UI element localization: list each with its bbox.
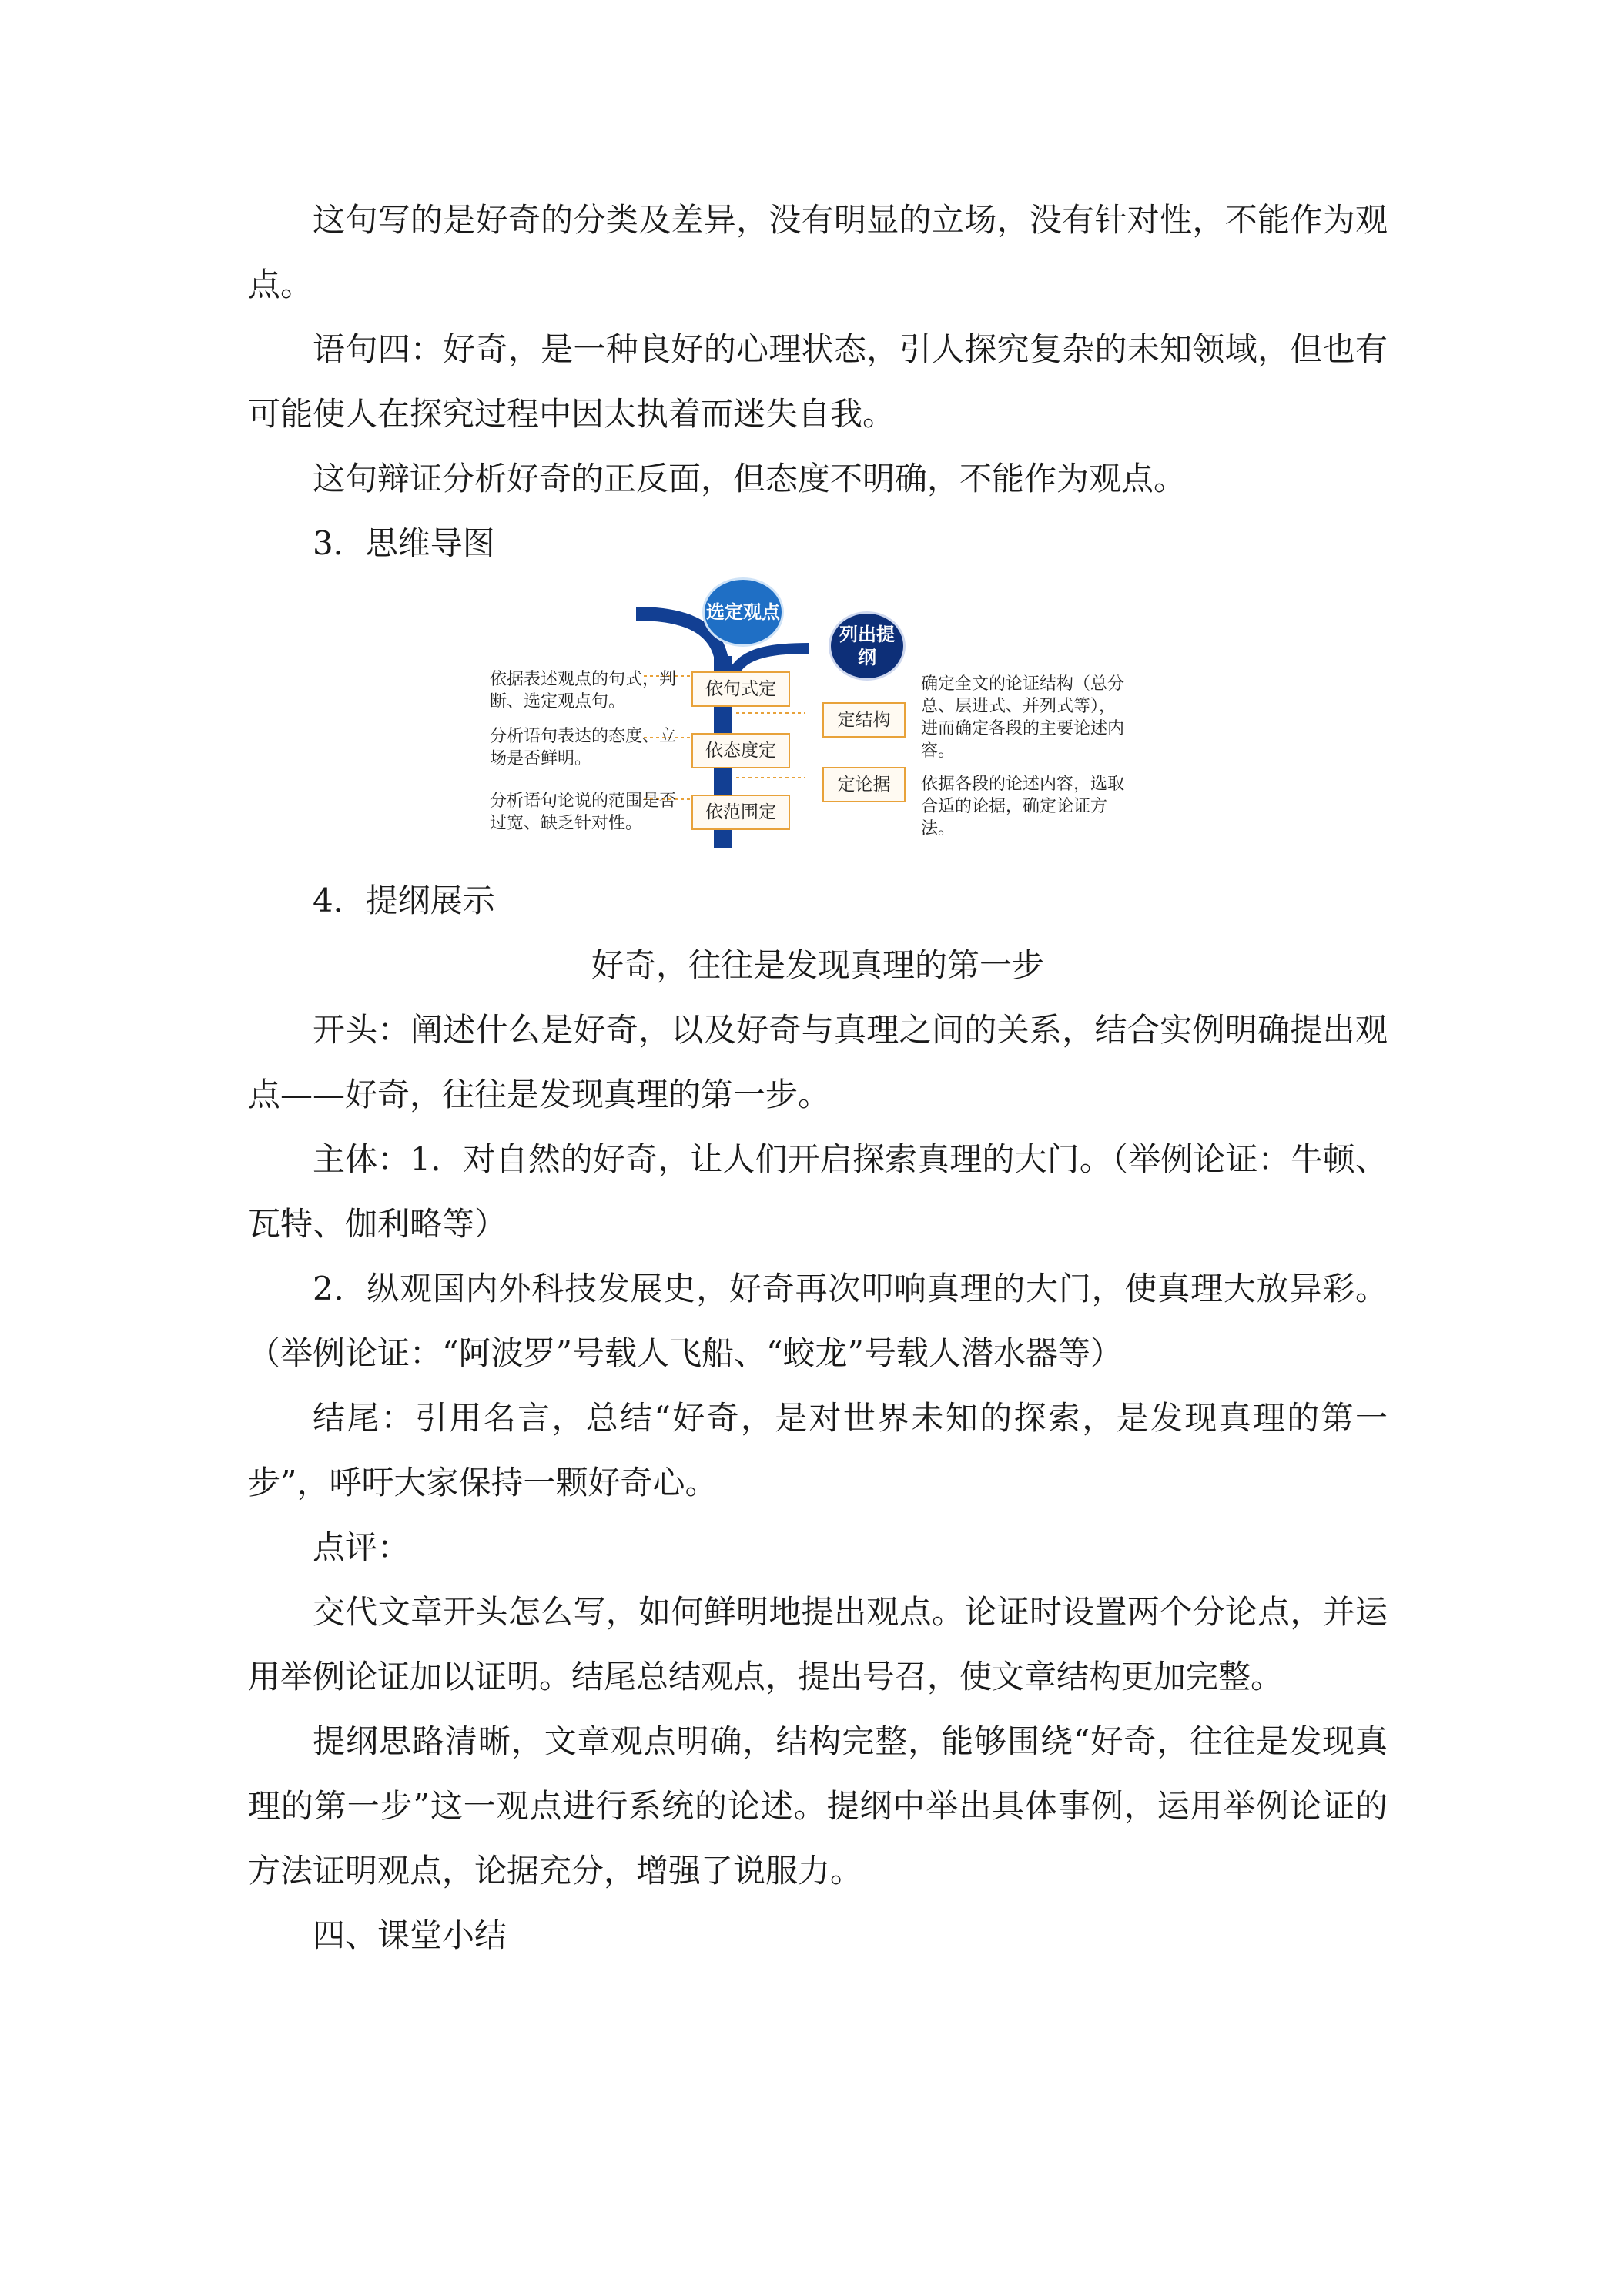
mindmap-box-evidence: 定论据 — [822, 767, 906, 802]
paragraph-comment-1: 交代文章开头怎么写，如何鲜明地提出观点。论证时设置两个分论点，并运用举例论证加以证明。结尾总结观点，提出号召，使文章结构更加完整。 — [248, 1593, 1388, 1695]
mindmap-box-structure: 定结构 — [822, 702, 906, 738]
paragraph-analysis-4: 这句辩证分析好奇的正反面，但态度不明确，不能作为观点。 — [313, 460, 1187, 497]
mind-map-diagram — [490, 571, 1133, 848]
mindmap-left-text-1: 依据表述观点的句式，判断、选定观点句。 — [490, 670, 677, 711]
heading-outline: 4．提纲展示 — [313, 882, 495, 919]
outline-node: 列出提纲 — [829, 611, 906, 681]
heading-class-summary: 四、课堂小结 — [313, 1916, 507, 1954]
mindmap-box-by-scope: 依范围定 — [691, 795, 790, 830]
paragraph-body-1: 主体：1．对自然的好奇，让人们开启探索真理的大门。（举例论证：牛顿、瓦特、伽利略等） — [248, 1140, 1388, 1243]
mindmap-box-by-attitude: 依态度定 — [691, 733, 790, 768]
paragraph-comment-label: 点评： — [313, 1528, 410, 1566]
mindmap-right-text-1: 确定全文的论证结构（总分总、层进式、并列式等），进而确定各段的主要论述内容。 — [921, 674, 1125, 761]
heading-mind-map: 3．思维导图 — [313, 524, 495, 562]
select-viewpoint-node: 选定观点 — [702, 577, 784, 647]
paragraph-sentence-4: 语句四：好奇，是一种良好的心理状态，引人探究复杂的未知领域，但也有可能使人在探究过程中因太执着而迷失自我。 — [248, 330, 1388, 433]
outline-title: 好奇，往往是发现真理的第一步 — [591, 946, 1044, 984]
mindmap-left-text-2: 分析语句表达的态度、立场是否鲜明。 — [490, 727, 677, 768]
paragraph-opening: 开头：阐述什么是好奇，以及好奇与真理之间的关系，结合实例明确提出观点——好奇，往往是发现真理的第一步。 — [248, 1011, 1388, 1113]
mindmap-box-by-sentence: 依句式定 — [691, 671, 790, 707]
paragraph-body-2: 2．纵观国内外科技发展史，好奇再次叩响真理的大门，使真理大放异彩。（举例论证：“阿波罗”号载人飞船、“蛟龙”号载人潜水器等） — [248, 1270, 1388, 1372]
mindmap-left-text-3: 分析语句论说的范围是否过宽、缺乏针对性。 — [490, 792, 677, 833]
mindmap-right-text-2: 依据各段的论述内容，选取合适的论据，确定论证方法。 — [921, 775, 1125, 838]
paragraph-comment-2: 提纲思路清晰，文章观点明确，结构完整，能够围绕“好奇，往往是发现真理的第一步”这一观点进行系统的论述。提纲中举出具体事例，运用举例论证的方法证明观点，论据充分，增强了说服力。 — [248, 1722, 1388, 1889]
paragraph-analysis-3: 这句写的是好奇的分类及差异，没有明显的立场，没有针对性，不能作为观点。 — [248, 201, 1388, 303]
paragraph-ending: 结尾：引用名言，总结“好奇，是对世界未知的探索，是发现真理的第一步”，呼吁大家保持一颗好奇心。 — [248, 1399, 1388, 1501]
